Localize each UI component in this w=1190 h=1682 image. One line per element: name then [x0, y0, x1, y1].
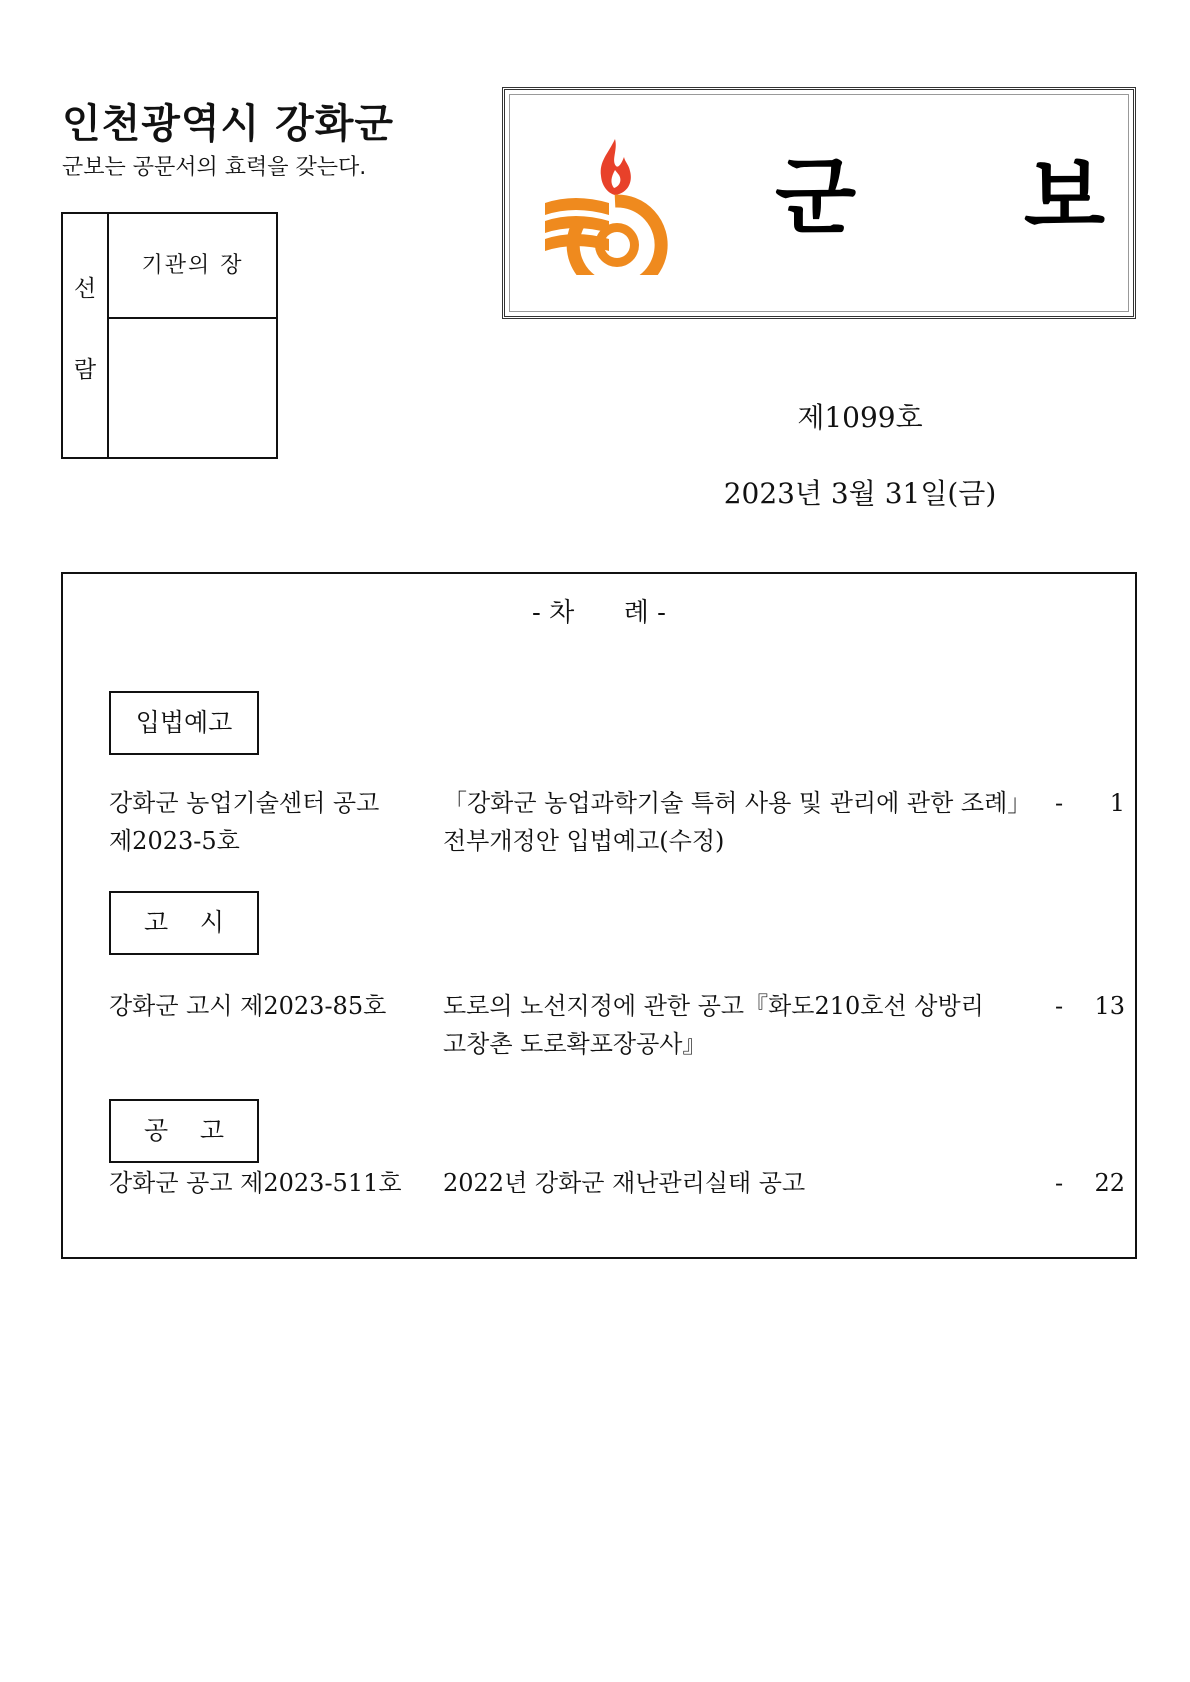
entry-source-line: 제2023-5호 [109, 827, 240, 855]
section-label-legislative-notice: 입법예고 [109, 691, 259, 755]
masthead [502, 87, 1136, 319]
entry-source [109, 987, 429, 1025]
gazette-title-char-1: 군 [775, 148, 857, 246]
entry-description-line: 도로의 노선지정에 관한 공고『화도210호선 상방리 [443, 992, 984, 1020]
review-side-column [63, 214, 109, 457]
entry-description-line: 고창촌 도로확포장공사』 [443, 1030, 707, 1058]
review-side-char-1: 선 [73, 276, 97, 302]
entry-page-number: 13 [1094, 992, 1125, 1020]
gazette-subtitle: 군보는 공문서의 효력을 갖는다. [62, 155, 367, 180]
entry-description [443, 1164, 1043, 1202]
toc-title: - 차 례 - [532, 598, 666, 628]
entry-page-number: 22 [1094, 1169, 1125, 1197]
issue-number: 제1099호 [797, 401, 923, 434]
entry-page-number: 1 [1109, 789, 1125, 817]
entry-description-line: 2022년 강화군 재난관리실태 공고 [443, 1169, 806, 1197]
entry-source-line: 강화군 공고 제2023-511호 [109, 1169, 402, 1197]
review-signature-cell [109, 319, 276, 457]
entry-source-line: 강화군 고시 제2023-85호 [109, 992, 387, 1020]
entry-dash: - [1054, 1169, 1064, 1197]
entry-description [443, 987, 1043, 1063]
entry-description-line: 「강화군 농업과학기술 특허 사용 및 관리에 관한 조례」 [443, 789, 1032, 817]
entry-description-line: 전부개정안 입법예고(수정) [443, 827, 725, 855]
review-side-char-2: 람 [73, 357, 97, 383]
entry-description [443, 784, 1043, 860]
section-label-public-notice: 고 시 [109, 891, 259, 955]
toc-entry[interactable] [109, 1164, 1125, 1204]
toc-entry[interactable] [109, 784, 1125, 864]
entry-dash: - [1054, 992, 1064, 1020]
government-name: 인천광역시 강화군 [62, 101, 395, 147]
toc-entry[interactable] [109, 987, 1125, 1067]
county-emblem-icon [545, 135, 675, 275]
entry-dash: - [1054, 789, 1064, 817]
issue-date: 2023년 3월 31일(금) [723, 477, 997, 510]
gazette-title [775, 142, 1105, 252]
section-label-announcement: 공 고 [109, 1099, 259, 1163]
review-head-label: 기관의 장 [109, 214, 276, 319]
gazette-title-char-2: 보 [1023, 148, 1105, 246]
entry-source [109, 784, 429, 860]
entry-source-line: 강화군 농업기술센터 공고 [109, 789, 380, 817]
review-box [61, 212, 278, 459]
table-of-contents [61, 572, 1137, 1259]
entry-source [109, 1164, 429, 1202]
